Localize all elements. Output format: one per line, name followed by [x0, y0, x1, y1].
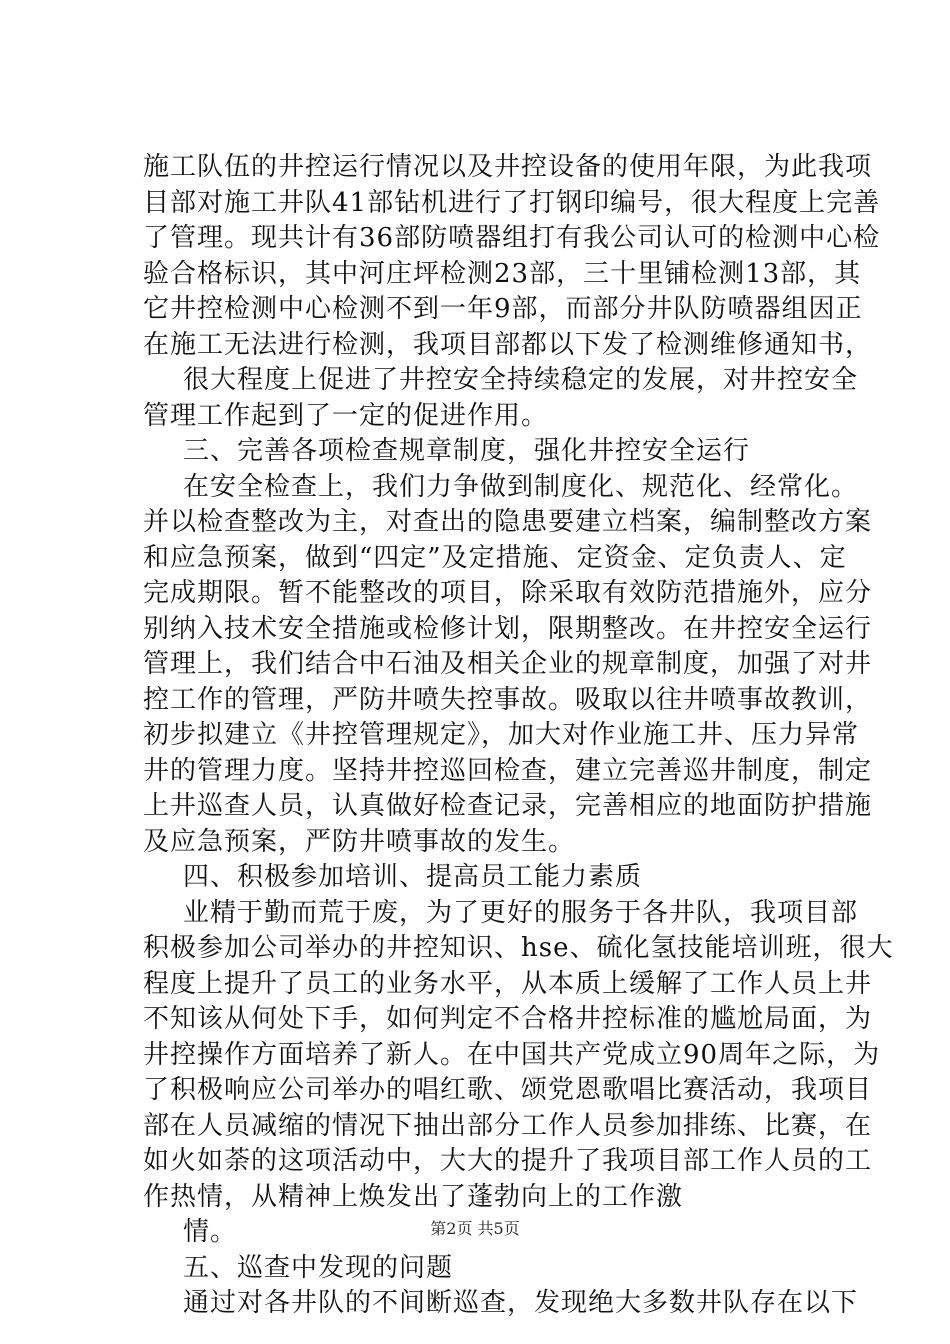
text-line: 井控操作方面培养了新人。在中国共产党成立90周年之际，为	[143, 1039, 881, 1070]
text-line: 控工作的管理，严防井喷失控事故。吸取以往井喷事故教训，	[143, 684, 873, 715]
text-line: 五、巡查中发现的问题	[183, 1252, 454, 1283]
text-line: 和应急预案，做到“四定”及定措施、定资金、定负责人、定	[143, 542, 847, 573]
text-line: 及应急预案，严防井喷事故的发生。	[143, 826, 576, 857]
text-line: 完成期限。暂不能整改的项目，除采取有效防范措施外，应分	[143, 578, 873, 608]
text-line: 在安全检查上，我们力争做到制度化、规范化、经常化。	[183, 471, 859, 502]
text-line: 并以检查整改为主，对查出的隐患要建立档案，编制整改方案	[143, 507, 873, 537]
text-line: 上井巡查人员，认真做好检查记录，完善相应的地面防护措施	[143, 791, 873, 821]
text-line: 管理上，我们结合中石油及相关企业的规章制度，加强了对井	[143, 649, 873, 679]
text-line: 它井控检测中心检测不到一年9部，而部分井队防喷器组因正	[143, 294, 863, 324]
text-line: 部在人员减缩的情况下抽出部分工作人员参加排练、比赛，在	[143, 1110, 873, 1141]
text-line: 了积极响应公司举办的唱红歌、颂党恩歌唱比赛活动，我项目	[143, 1075, 873, 1105]
text-line: 井的管理力度。坚持井控巡回检查，建立完善巡井制度，制定	[143, 755, 873, 786]
page-footer: 第2页 共5页	[430, 1219, 520, 1238]
text-line: 管理工作起到了一定的促进作用。	[143, 400, 549, 431]
text-line: 验合格标识，其中河庄坪检测23部，三十里铺检测13部，其	[143, 258, 862, 289]
text-line: 了管理。现共计有36部防喷器组打有我公司认可的检测中心检	[143, 223, 881, 253]
text-line: 不知该从何处下手，如何判定不合格井控标准的尴尬局面，为	[143, 1004, 873, 1034]
text-line: 别纳入技术安全措施或检修计划，限期整改。在井控安全运行	[143, 613, 873, 644]
text-line: 作热情，从精神上焕发出了蓬勃向上的工作激	[143, 1181, 684, 1212]
text-line: 在施工无法进行检测，我项目部都以下发了检测维修通知书，	[143, 329, 873, 360]
text-line: 积极参加公司举办的井控知识、hse、硫化氢技能培训班，很大	[143, 933, 894, 963]
text-line: 很大程度上促进了井控安全持续稳定的发展，对井控安全	[183, 365, 859, 395]
text-line: 程度上提升了员工的业务水平，从本质上缓解了工作人员上井	[143, 968, 873, 999]
text-line: 情。	[183, 1217, 238, 1247]
text-line: 通过对各井队的不间断巡查，发现绝大多数井队存在以下	[183, 1288, 859, 1318]
text-line: 施工队伍的井控运行情况以及井控设备的使用年限，为此我项	[143, 152, 873, 182]
text-line: 四、积极参加培训、提高员工能力素质	[183, 862, 643, 892]
text-line: 目部对施工井队41部钻机进行了打钢印编号，很大程度上完善	[143, 187, 881, 218]
text-line: 三、完善各项检查规章制度，强化井控安全运行	[183, 436, 751, 466]
text-line: 业精于勤而荒于废，为了更好的服务于各井队，我项目部	[183, 897, 859, 928]
text-line: 初步拟建立《井控管理规定》，加大对作业施工井、压力异常	[143, 720, 860, 750]
document-body	[143, 150, 894, 1322]
text-line: 如火如荼的这项活动中，大大的提升了我项目部工作人员的工	[143, 1146, 873, 1176]
